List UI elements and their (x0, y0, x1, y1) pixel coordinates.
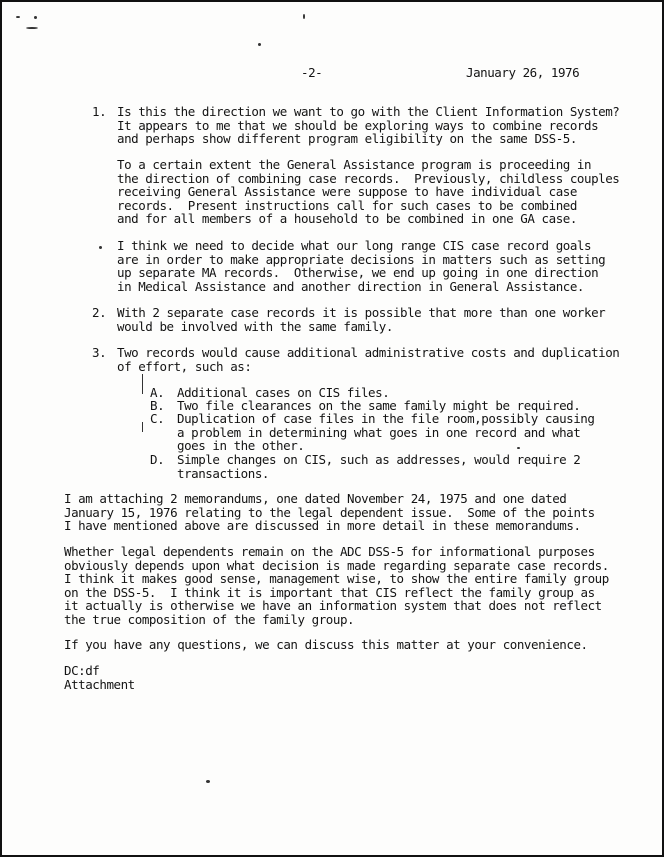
text-line: transactions. (177, 465, 269, 481)
subitem-text (177, 453, 580, 480)
scan-speck (142, 374, 143, 394)
text-line: of effort, such as: (117, 358, 252, 374)
text-line: It appears to me that we should be exploring ways to combine records (117, 117, 599, 133)
text-line: and for all members of a household to be combined in one GA case. (117, 211, 577, 226)
subitem-letter: D. (150, 452, 165, 467)
text-line: Additional cases on CIS files. (177, 385, 390, 400)
text-line: records. Present instructions call for such cases to be combined (117, 197, 577, 213)
numbered-paragraph (117, 346, 619, 373)
body-paragraph (64, 492, 595, 533)
text-line: a problem in determining what goes in one record and what (177, 424, 581, 440)
text-line: Simple changes on CIS, such as addresses, would require 2 (177, 452, 581, 467)
scan-speck (34, 16, 37, 19)
text-line: To a certain extent the General Assistance program is proceeding in (117, 157, 592, 172)
scan-speck (26, 27, 38, 29)
subitem-text (177, 412, 594, 453)
text-line: and perhaps show different program eligibility on the same DSS-5. (117, 131, 577, 146)
typist-initials: DC:df (64, 663, 100, 678)
item-number: 2. (92, 305, 107, 320)
body-paragraph (64, 545, 609, 626)
scan-speck (142, 422, 143, 432)
paragraph (117, 158, 619, 226)
text-line: If you have any questions, we can discuss this matter at your convenience. (64, 637, 588, 652)
scan-speck (258, 43, 261, 46)
text-line: I think it makes good sense, management wise, to show the entire family group (64, 571, 609, 586)
subitem-letter: C. (150, 411, 165, 426)
paragraph (117, 239, 605, 293)
subitem-letter: B. (150, 398, 165, 413)
text-line: obviously depends upon what decision is made regarding separate case records. (64, 557, 609, 573)
item-number: 1. (92, 104, 107, 119)
text-line: January 15, 1976 relating to the legal dependent issue. Some of the points (64, 504, 595, 520)
scan-speck (16, 16, 20, 18)
scan-speck (99, 246, 102, 249)
text-line: goes in the other. (177, 438, 305, 453)
body-paragraph (64, 638, 588, 652)
subitem-letter: A. (150, 385, 165, 400)
text-line: the true composition of the family group. (64, 611, 355, 627)
text-line: I am attaching 2 memorandums, one dated November 24, 1975 and one dated (64, 491, 567, 506)
memo-date: January 26, 1976 (466, 65, 580, 80)
text-line: Two file clearances on the same family might be required. (177, 398, 581, 413)
text-line: in Medical Assistance and another direction in General Assistance. (117, 278, 584, 294)
numbered-paragraph (117, 306, 605, 333)
text-line: With 2 separate case records it is possible that more than one worker (117, 305, 606, 320)
item-number: 3. (92, 345, 107, 360)
text-line: the direction of combining case records. Previously, childless couples (117, 170, 620, 186)
text-line: I have mentioned above are discussed in more detail in these memorandums. (64, 518, 581, 533)
text-line: are in order to make appropriate decisions in matters such as setting (117, 251, 606, 267)
text-line: Duplication of case files in the file room,possibly causing (177, 411, 595, 426)
text-line: would be involved with the same family. (117, 318, 393, 334)
numbered-paragraph (117, 105, 619, 146)
text-line: it actually is otherwise we have an information system that does not reflect (64, 598, 602, 613)
text-line: Two records would cause additional administrative costs and duplication (117, 345, 620, 360)
text-line: receiving General Assistance were suppose to have individual case (117, 184, 577, 199)
text-line: up separate MA records. Otherwise, we end up going in one direction (117, 265, 599, 280)
page-number: -2- (301, 65, 323, 80)
text-line: I think we need to decide what our long range CIS case record goals (117, 238, 592, 253)
text-line: Whether legal dependents remain on the ADC DSS-5 for informational purposes (64, 544, 595, 559)
scan-speck (303, 14, 305, 19)
scan-speck (206, 780, 210, 783)
text-line: Is this the direction we want to go with the Client Information System? (117, 104, 620, 119)
text-line: on the DSS-5. I think it is important that CIS reflect the family group as (64, 584, 595, 600)
attachment-note: Attachment (64, 677, 135, 692)
